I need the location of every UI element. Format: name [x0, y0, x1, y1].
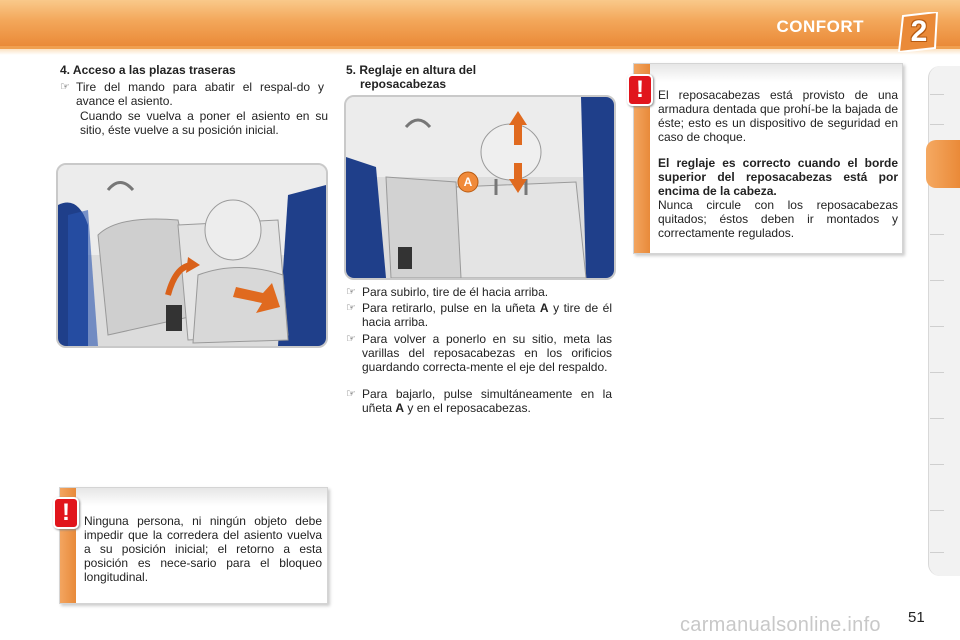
warning-header: [76, 488, 327, 506]
section-5-title-line2: reposacabezas: [360, 77, 447, 91]
section-5-bullet-1: [346, 285, 616, 299]
pointing-hand-icon: ☞: [346, 388, 356, 400]
exclamation-icon: !: [53, 497, 79, 529]
page-number: 51: [908, 609, 925, 626]
bullet-text-bold: A: [539, 301, 549, 315]
chapter-number: 2: [910, 15, 928, 48]
tab-divider: [930, 552, 944, 553]
tab-divider: [930, 94, 944, 95]
section-4-paragraph: Cuando se vuelva a poner el asiento en su sitio, éste vuelve a su posición inicial.: [80, 109, 328, 137]
warning-header: [650, 64, 902, 82]
warning-box-rear-access: [59, 487, 328, 604]
warning-headrest-para1: El reposacabezas está provisto de una armadura dentada que prohí-be la bajada de éste; esto es un dispositivo de seguridad en caso de choque.: [658, 88, 898, 144]
tab-divider: [930, 124, 944, 125]
pointing-hand-icon: ☞: [346, 286, 356, 298]
warning-headrest-para2: El reglaje es correcto cuando el borde superior del reposacabezas está por encima de la cabeza.: [658, 156, 898, 198]
bullet-text-part: Para retirarlo, pulse en la uñeta: [362, 301, 540, 315]
section-5-bullet-4: [346, 387, 616, 415]
rear-access-photo: [56, 163, 328, 348]
section-4-title: 4. Acceso a las plazas traseras: [60, 63, 236, 77]
tab-divider: [930, 326, 944, 327]
bullet-text-bold: A: [395, 401, 405, 415]
section-4-bullet: [60, 80, 328, 108]
header-fade: [0, 49, 960, 55]
pointing-hand-icon: ☞: [346, 333, 356, 345]
warning-rear-access-para: Ninguna persona, ni ningún objeto debe impedir que la corredera del asiento vuelva a su posición inicial; el retorno a esta posición es nece-sario para el bloqueo longitudinal.: [84, 514, 322, 584]
bullet-text-part: y tire de él hacia arriba.: [362, 301, 612, 329]
warning-box-headrest: [633, 63, 903, 254]
tab-divider: [930, 280, 944, 281]
tab-divider: [930, 234, 944, 235]
section-5-bullet-text: [362, 387, 612, 415]
watermark: carmanualsonline.info: [680, 614, 881, 636]
headrest-photo: [344, 95, 616, 280]
photo-label-a: A: [463, 175, 473, 189]
section-5-bullet-text: Para volver a ponerlo en su sitio, meta las varillas del reposacabezas en los orificios guardando correcta-mente el eje del respaldo.: [362, 332, 612, 374]
tab-divider: [930, 464, 944, 465]
pointing-hand-icon: ☞: [346, 302, 356, 314]
section-5-bullet-text: [362, 301, 612, 329]
exclamation-icon: !: [627, 74, 653, 106]
section-5-bullet-3: [346, 332, 616, 374]
section-5-bullet-2: [346, 301, 616, 329]
warning-headrest-para3: Nunca circule con los reposacabezas quitados; éstos deben ir montados y correctamente regulados.: [658, 198, 898, 240]
section-5-title: [346, 63, 616, 91]
chapter-tab-active[interactable]: [926, 140, 960, 188]
chapter-title: CONFORT: [776, 17, 864, 36]
section-5-bullet-text: Para subirlo, tire de él hacia arriba.: [362, 285, 549, 299]
section-5-title-line1: 5. Reglaje en altura del: [346, 63, 477, 77]
bullet-text-part: y en el reposacabezas.: [404, 401, 531, 415]
pointing-hand-icon: ☞: [60, 81, 70, 93]
tab-divider: [930, 510, 944, 511]
bullet-text-part: Para bajarlo, pulse simultáneamente en la uñeta: [362, 387, 612, 415]
tab-divider: [930, 372, 944, 373]
section-4-bullet-text: Tire del mando para abatir el respal-do y avance el asiento.: [76, 80, 324, 108]
tab-divider: [930, 418, 944, 419]
